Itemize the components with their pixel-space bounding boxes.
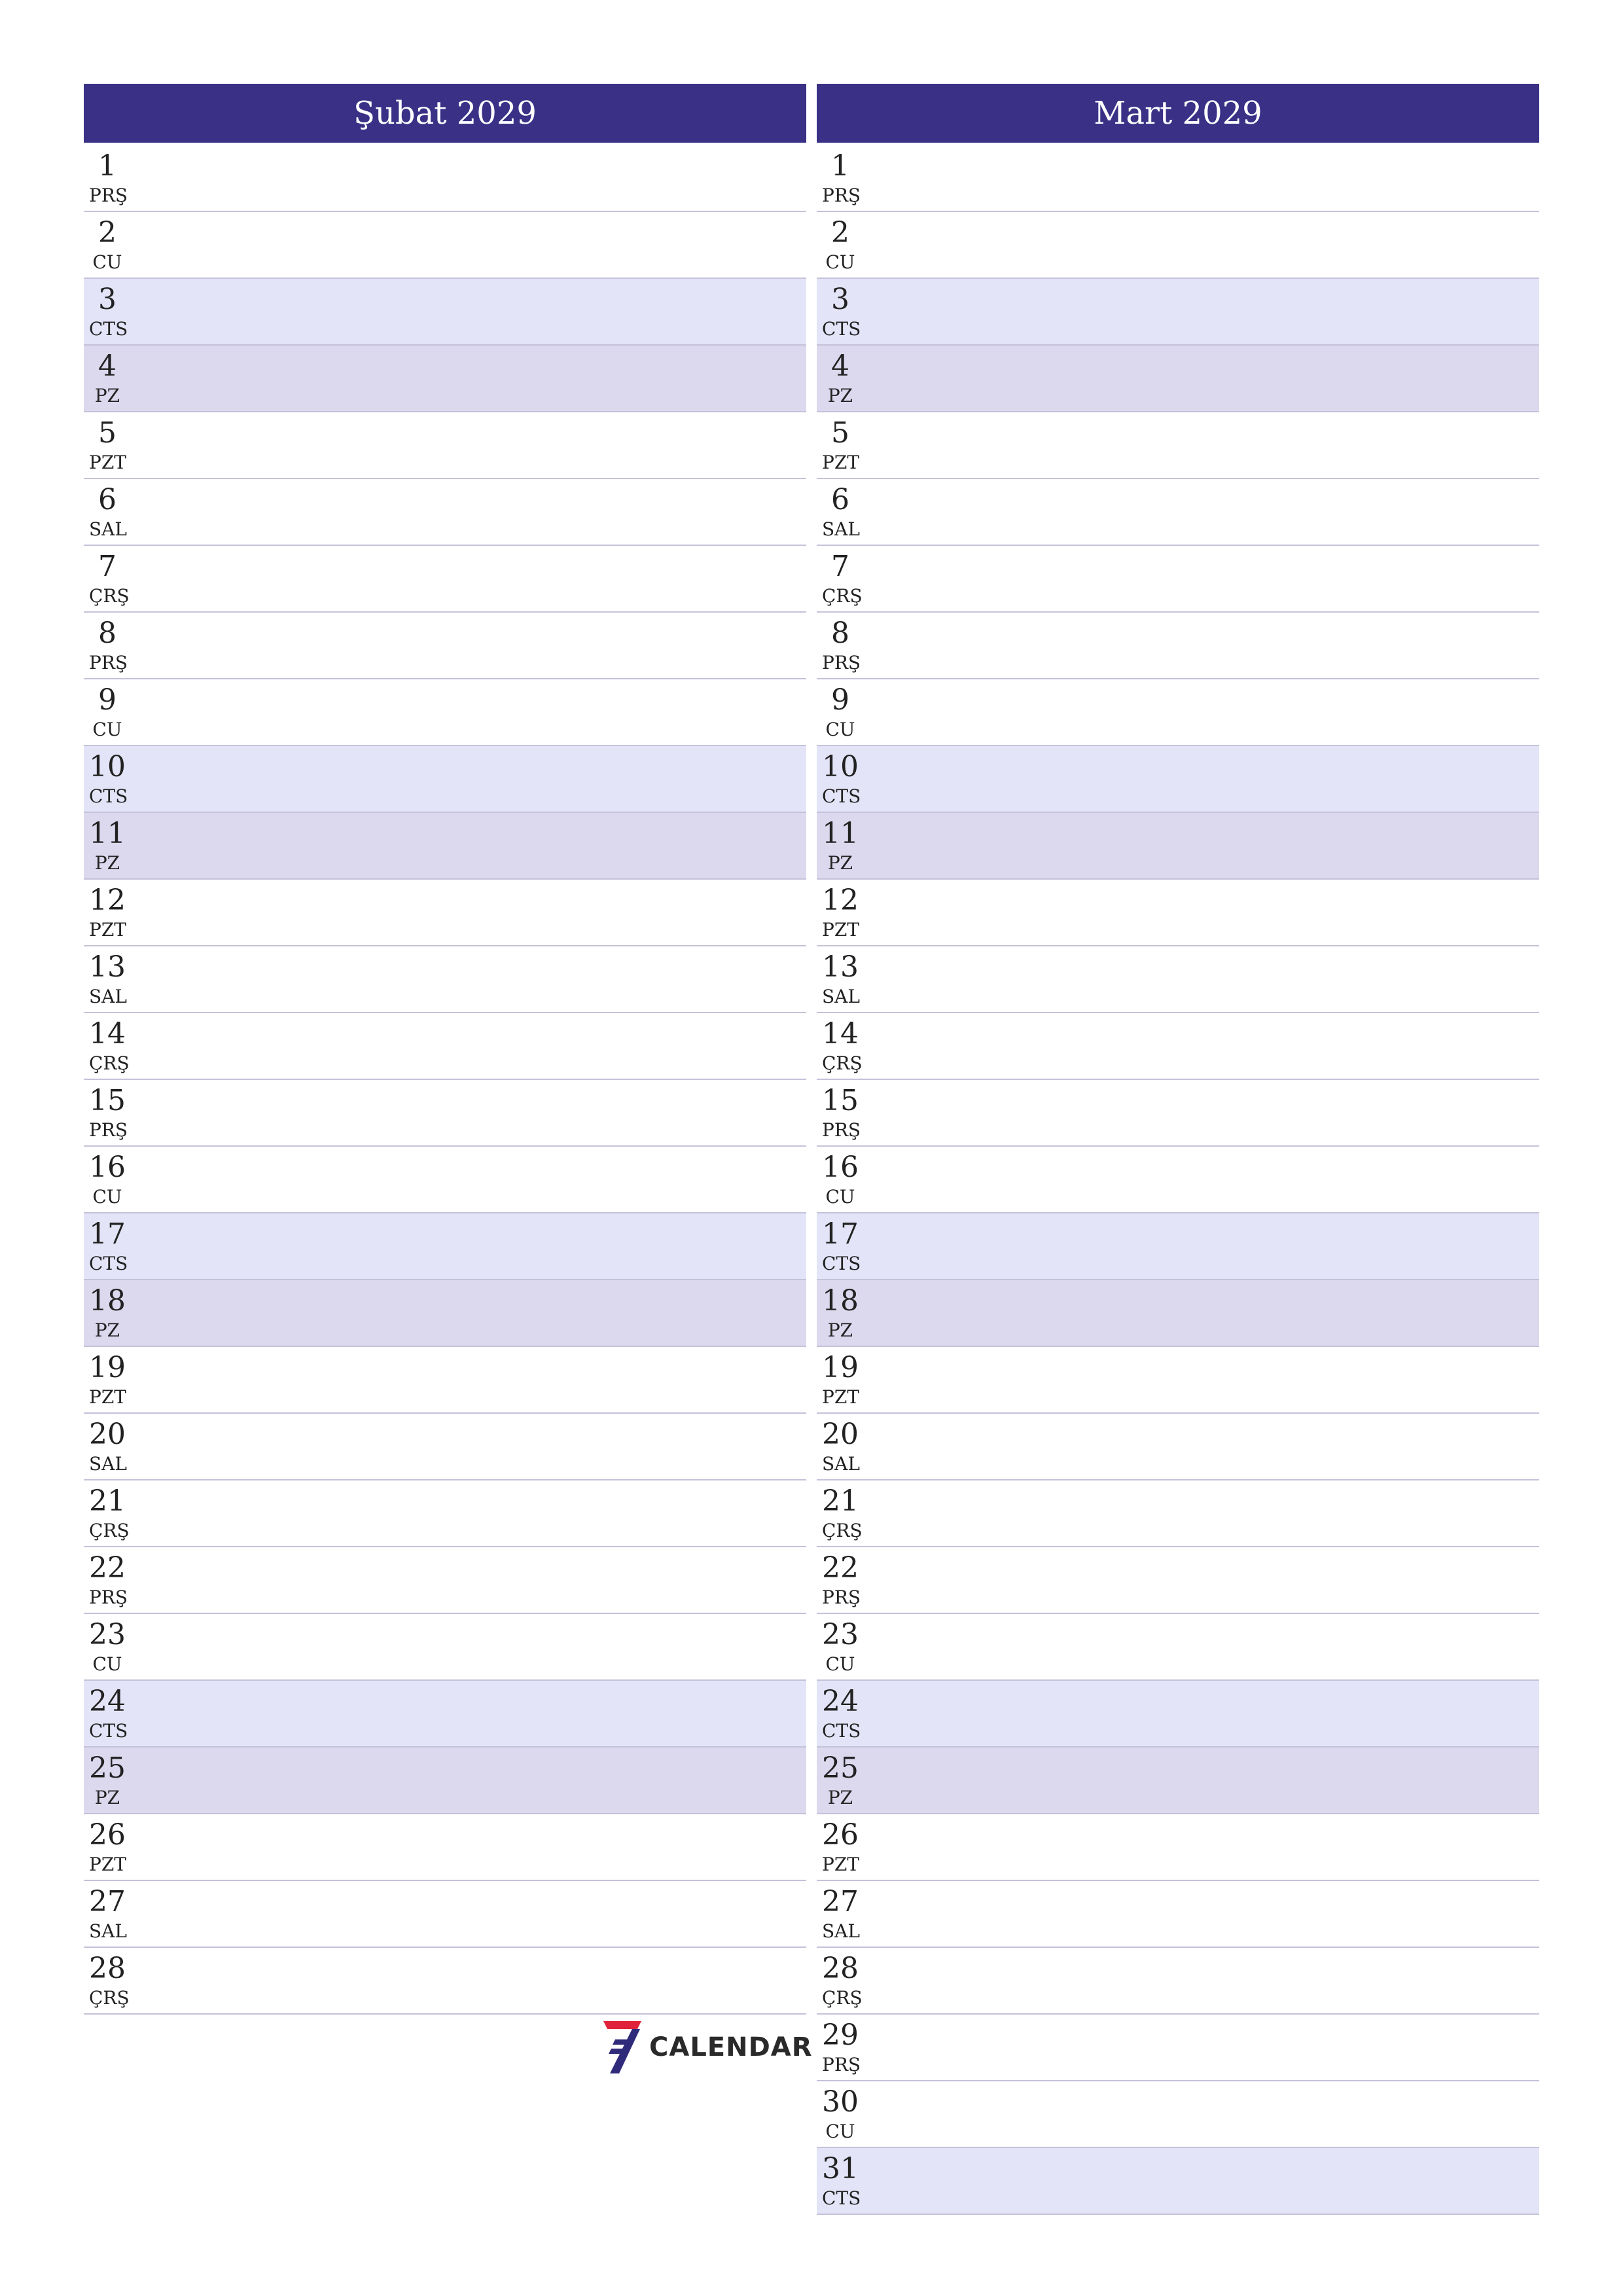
day-number: 17 [822, 1217, 859, 1251]
weekday-abbr: ÇRŞ [89, 1520, 130, 1541]
day-number: 28 [89, 1952, 126, 1985]
day-row [84, 279, 806, 346]
day-list [84, 145, 806, 2015]
weekday-abbr: CTS [822, 785, 861, 807]
day-row [817, 1013, 1539, 1080]
weekday-abbr: PZT [822, 1854, 859, 1875]
weekday-abbr: CU [92, 251, 122, 273]
weekday-abbr: SAL [822, 1453, 860, 1475]
brand-logo [601, 2020, 813, 2075]
day-number: 19 [89, 1351, 126, 1384]
day-row [84, 1013, 806, 1080]
day-number: 6 [831, 483, 849, 516]
weekday-abbr: PRŞ [822, 1587, 861, 1608]
day-number: 22 [89, 1551, 126, 1585]
weekday-abbr: CU [825, 719, 855, 740]
weekday-abbr: PZ [94, 852, 120, 874]
weekday-abbr: SAL [822, 1920, 860, 1942]
day-number: 16 [822, 1151, 859, 1184]
day-row [817, 1814, 1539, 1881]
day-row [817, 279, 1539, 346]
weekday-abbr: PRŞ [822, 2054, 861, 2075]
month-title: Mart 2029 [817, 84, 1539, 143]
day-number: 25 [822, 1751, 859, 1785]
day-number: 31 [822, 2152, 859, 2185]
day-row [84, 1881, 806, 1948]
day-row [84, 1414, 806, 1480]
day-number: 16 [89, 1151, 126, 1184]
day-row [817, 1414, 1539, 1480]
weekday-abbr: SAL [89, 986, 127, 1007]
day-row [84, 1480, 806, 1547]
day-number: 24 [89, 1685, 126, 1718]
day-number: 11 [89, 817, 126, 850]
day-number: 27 [89, 1885, 126, 1918]
weekday-abbr: PZ [827, 1319, 853, 1341]
day-number: 23 [822, 1618, 859, 1651]
weekday-abbr: CU [825, 1653, 855, 1675]
day-row [84, 1547, 806, 1614]
day-number: 15 [89, 1084, 126, 1117]
weekday-abbr: PZ [94, 1319, 120, 1341]
month-february [84, 84, 806, 2015]
weekday-abbr: CU [92, 719, 122, 740]
day-number: 4 [831, 350, 849, 383]
weekday-abbr: SAL [89, 1920, 127, 1942]
day-row [817, 2081, 1539, 2148]
weekday-abbr: PRŞ [822, 185, 861, 206]
weekday-abbr: PZ [827, 1787, 853, 1808]
weekday-abbr: CTS [89, 785, 128, 807]
day-number: 23 [89, 1618, 126, 1651]
day-row [817, 212, 1539, 279]
day-number: 8 [831, 617, 849, 650]
weekday-abbr: SAL [822, 518, 860, 540]
weekday-abbr: CTS [822, 1253, 861, 1274]
month-march [817, 84, 1539, 2215]
day-number: 13 [89, 950, 126, 984]
day-row [817, 1480, 1539, 1547]
day-number: 18 [822, 1284, 859, 1318]
weekday-abbr: CTS [89, 1253, 128, 1274]
weekday-abbr: CU [92, 1186, 122, 1208]
day-row [84, 880, 806, 946]
day-row [817, 746, 1539, 813]
day-row [84, 145, 806, 212]
day-number: 15 [822, 1084, 859, 1117]
day-number: 29 [822, 2018, 859, 2052]
day-row [84, 946, 806, 1013]
day-row [84, 1748, 806, 1814]
day-number: 18 [89, 1284, 126, 1318]
day-number: 1 [831, 149, 849, 183]
weekday-abbr: CU [825, 1186, 855, 1208]
weekday-abbr: PZT [89, 1386, 126, 1408]
weekday-abbr: PRŞ [822, 652, 861, 673]
day-row [817, 1280, 1539, 1347]
day-number: 3 [831, 283, 849, 316]
day-row [817, 1547, 1539, 1614]
day-number: 25 [89, 1751, 126, 1785]
day-number: 13 [822, 950, 859, 984]
day-row [84, 212, 806, 279]
day-row [817, 1948, 1539, 2015]
weekday-abbr: PZ [827, 852, 853, 874]
day-number: 14 [822, 1017, 859, 1050]
weekday-abbr: CU [825, 251, 855, 273]
day-number: 3 [98, 283, 116, 316]
day-number: 10 [822, 750, 859, 783]
weekday-abbr: SAL [89, 1453, 127, 1475]
day-row [84, 1147, 806, 1213]
day-number: 11 [822, 817, 859, 850]
weekday-abbr: PZT [822, 1386, 859, 1408]
day-row [817, 1614, 1539, 1681]
day-number: 1 [98, 149, 116, 183]
day-number: 26 [822, 1818, 859, 1852]
day-row [817, 613, 1539, 679]
day-row [817, 2015, 1539, 2081]
day-row [817, 813, 1539, 880]
day-number: 6 [98, 483, 116, 516]
weekday-abbr: SAL [822, 986, 860, 1007]
day-row [817, 145, 1539, 212]
day-row [84, 1080, 806, 1147]
day-number: 20 [89, 1418, 126, 1451]
weekday-abbr: CTS [822, 318, 861, 340]
day-number: 28 [822, 1952, 859, 1985]
day-number: 27 [822, 1885, 859, 1918]
weekday-abbr: CTS [822, 1720, 861, 1742]
day-number: 14 [89, 1017, 126, 1050]
seven-logo-icon [601, 2020, 643, 2075]
day-number: 7 [831, 550, 849, 583]
weekday-abbr: PZT [822, 452, 859, 473]
weekday-abbr: PRŞ [89, 1119, 128, 1141]
day-row [84, 1681, 806, 1748]
day-row [84, 412, 806, 479]
day-row [817, 412, 1539, 479]
day-number: 9 [98, 683, 116, 717]
day-row [84, 479, 806, 546]
day-row [817, 1748, 1539, 1814]
day-row [84, 1948, 806, 2015]
day-row [84, 746, 806, 813]
day-number: 9 [831, 683, 849, 717]
day-row [817, 546, 1539, 613]
weekday-abbr: PRŞ [89, 1587, 128, 1608]
weekday-abbr: ÇRŞ [89, 1987, 130, 2009]
day-number: 4 [98, 350, 116, 383]
day-row [817, 1881, 1539, 1948]
weekday-abbr: CTS [822, 2187, 861, 2209]
day-row [817, 1213, 1539, 1280]
weekday-abbr: PZT [89, 452, 126, 473]
day-row [84, 679, 806, 746]
day-number: 17 [89, 1217, 126, 1251]
weekday-abbr: PRŞ [822, 1119, 861, 1141]
day-row [84, 1814, 806, 1881]
day-row [84, 346, 806, 412]
weekday-abbr: PZT [89, 1854, 126, 1875]
day-list [817, 145, 1539, 2215]
day-number: 5 [98, 416, 116, 450]
day-number: 30 [822, 2085, 859, 2119]
day-number: 22 [822, 1551, 859, 1585]
weekday-abbr: SAL [89, 518, 127, 540]
day-number: 19 [822, 1351, 859, 1384]
day-number: 20 [822, 1418, 859, 1451]
day-number: 24 [822, 1685, 859, 1718]
weekday-abbr: CU [825, 2121, 855, 2142]
weekday-abbr: ÇRŞ [89, 585, 130, 607]
day-number: 10 [89, 750, 126, 783]
day-row [817, 1147, 1539, 1213]
logo-text: CALENDAR [649, 2032, 813, 2062]
day-row [84, 613, 806, 679]
day-number: 2 [831, 216, 849, 249]
day-row [817, 346, 1539, 412]
day-row [84, 546, 806, 613]
weekday-abbr: ÇRŞ [89, 1052, 130, 1074]
day-row [84, 813, 806, 880]
weekday-abbr: ÇRŞ [822, 1987, 863, 2009]
day-number: 7 [98, 550, 116, 583]
weekday-abbr: ÇRŞ [822, 1520, 863, 1541]
day-number: 5 [831, 416, 849, 450]
weekday-abbr: PZ [94, 385, 120, 406]
day-row [817, 946, 1539, 1013]
day-number: 12 [89, 884, 126, 917]
weekday-abbr: CTS [89, 1720, 128, 1742]
day-number: 8 [98, 617, 116, 650]
day-row [817, 880, 1539, 946]
day-number: 21 [822, 1484, 859, 1518]
weekday-abbr: CU [92, 1653, 122, 1675]
day-row [84, 1347, 806, 1414]
day-row [84, 1614, 806, 1681]
weekday-abbr: PZT [89, 919, 126, 941]
weekday-abbr: ÇRŞ [822, 585, 863, 607]
month-title: Şubat 2029 [84, 84, 806, 143]
day-number: 2 [98, 216, 116, 249]
weekday-abbr: PZT [822, 919, 859, 941]
day-row [817, 679, 1539, 746]
weekday-abbr: PRŞ [89, 185, 128, 206]
weekday-abbr: CTS [89, 318, 128, 340]
weekday-abbr: PZ [94, 1787, 120, 1808]
weekday-abbr: PRŞ [89, 652, 128, 673]
day-row [84, 1213, 806, 1280]
weekday-abbr: PZ [827, 385, 853, 406]
day-row [817, 1681, 1539, 1748]
weekday-abbr: ÇRŞ [822, 1052, 863, 1074]
day-number: 26 [89, 1818, 126, 1852]
day-number: 21 [89, 1484, 126, 1518]
day-row [817, 479, 1539, 546]
day-row [817, 1347, 1539, 1414]
day-number: 12 [822, 884, 859, 917]
day-row [84, 1280, 806, 1347]
day-row [817, 2148, 1539, 2215]
day-row [817, 1080, 1539, 1147]
